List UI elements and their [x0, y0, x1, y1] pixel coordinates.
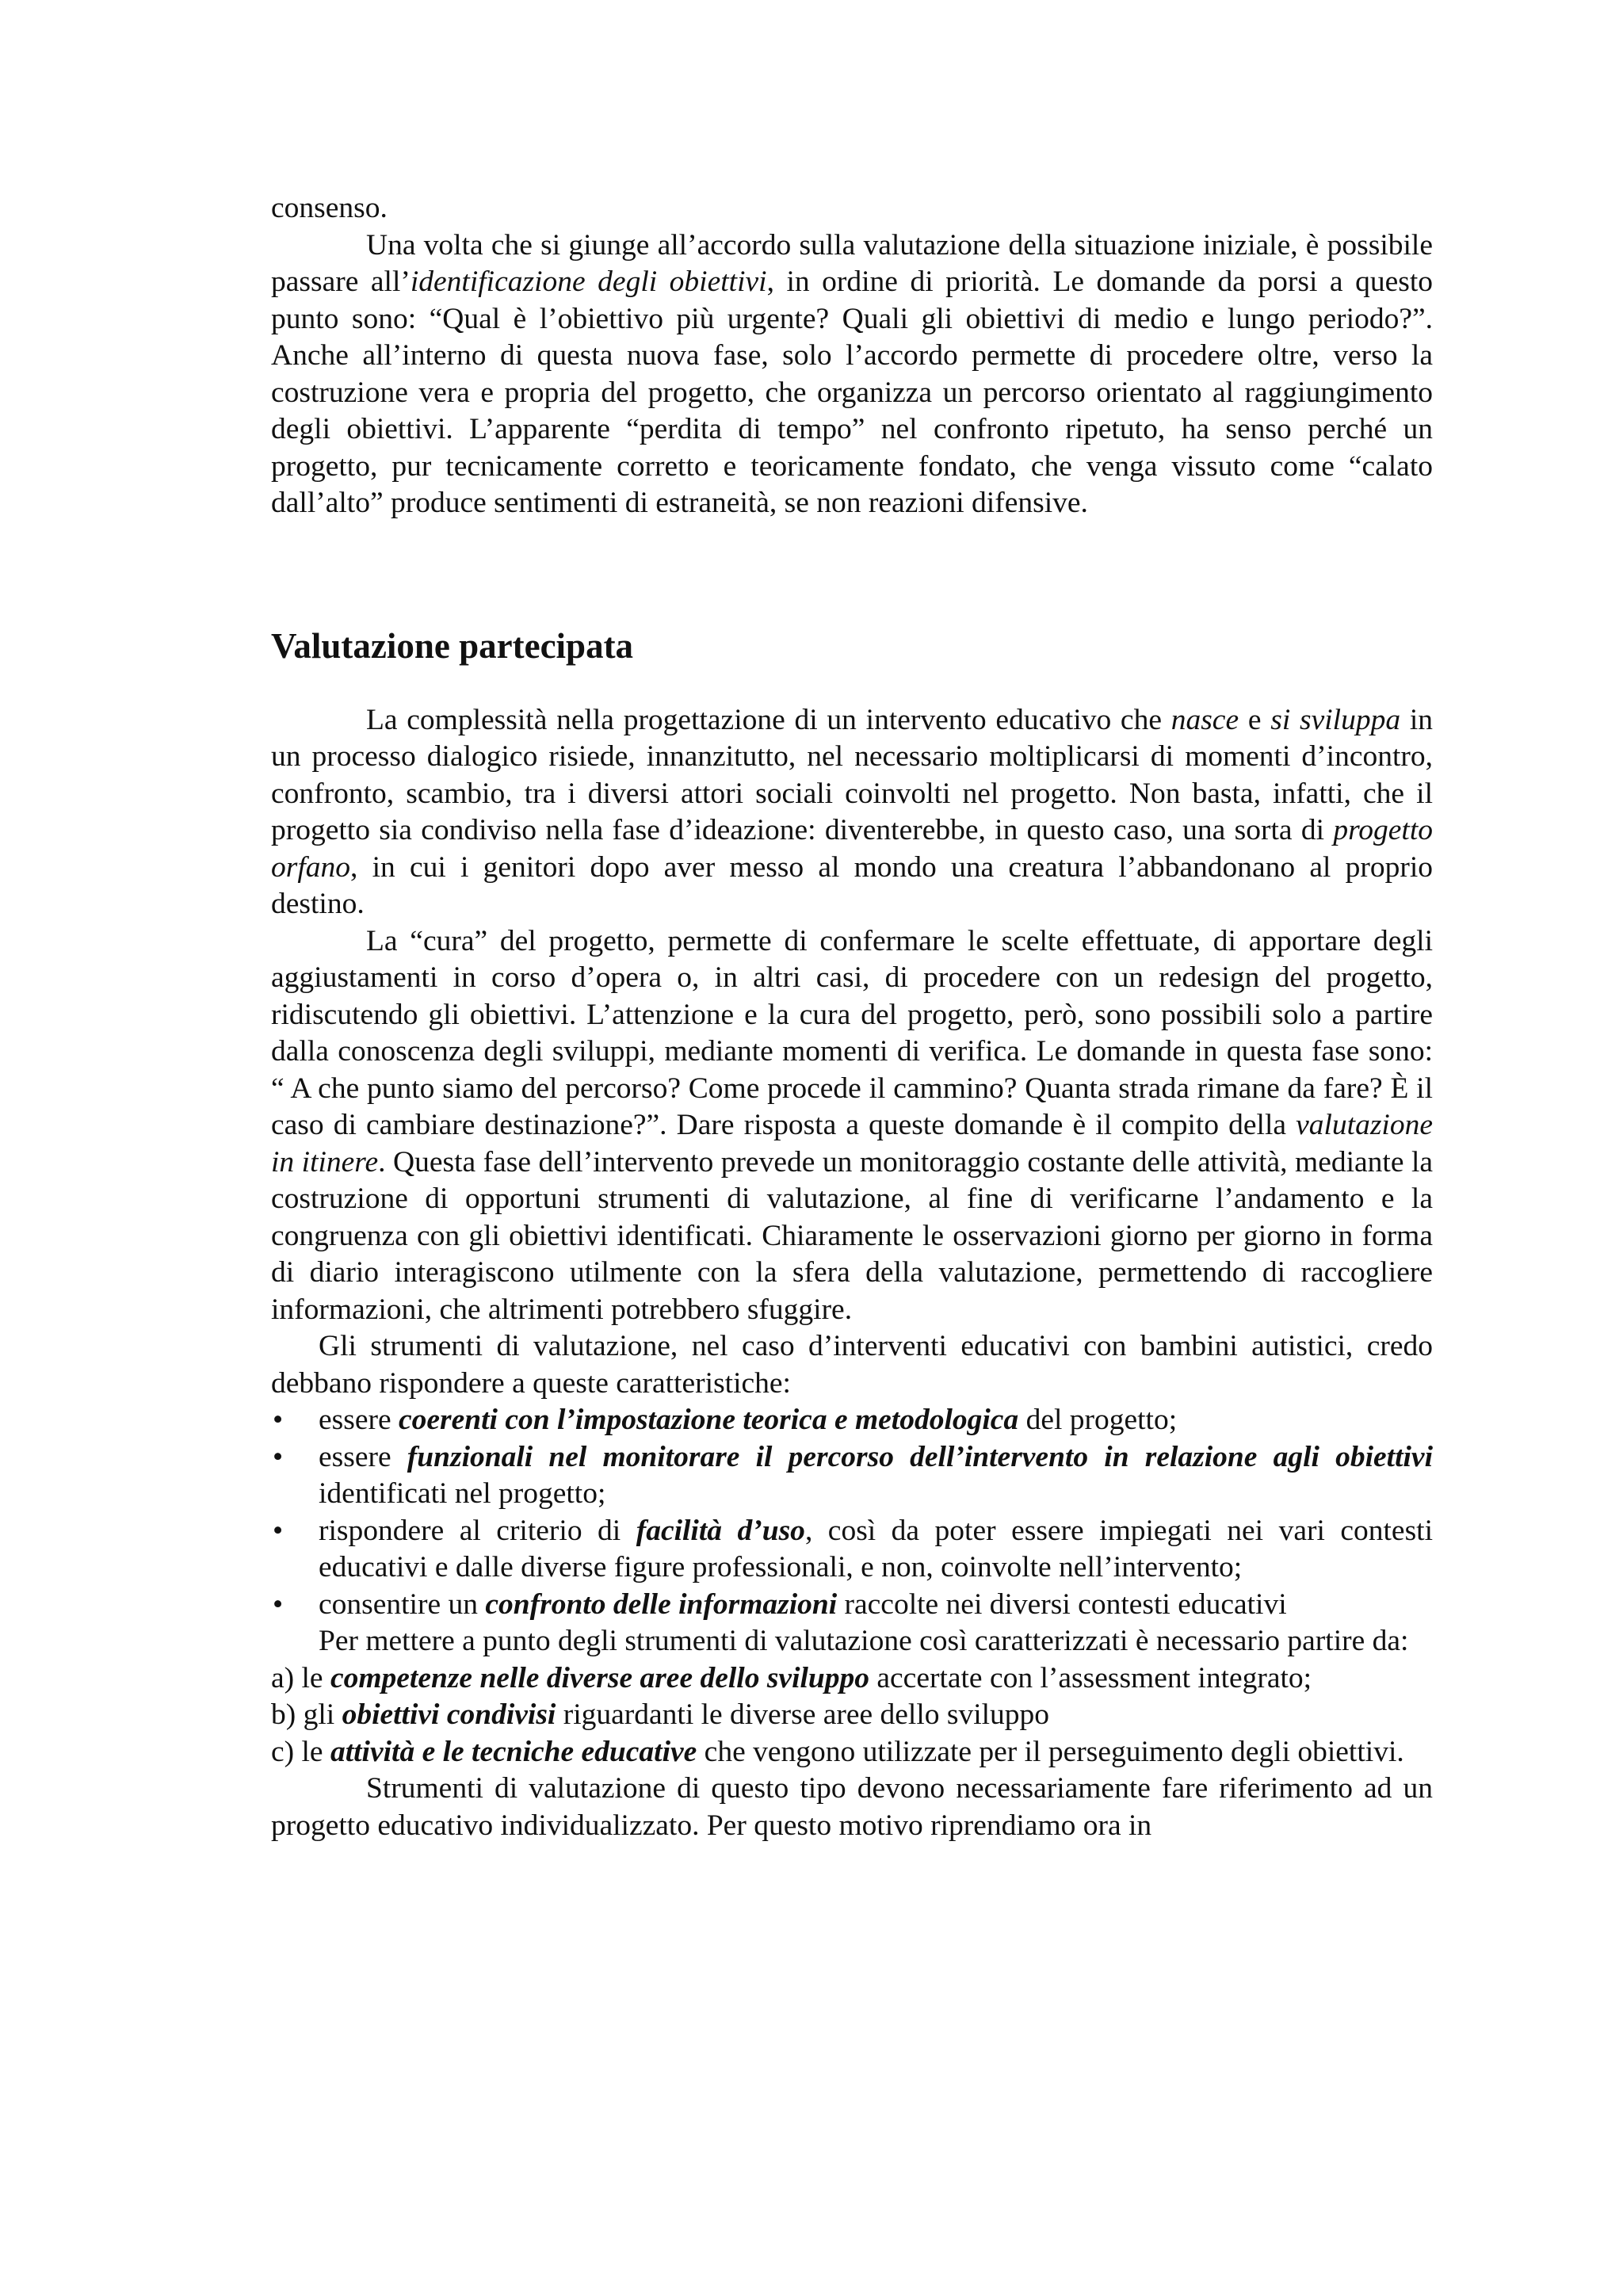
section-heading: Valutazione partecipata	[271, 625, 634, 666]
list-b: b) gli obiettivi condivisi riguardanti le diverse aree dello sviluppo	[271, 1698, 1050, 1731]
paragraph-complexity: La complessità nella progettazione di un intervento educativo che nasce e si sviluppa in un processo dialogico risiede, innanzitutto, nel necessario moltiplicarsi di momenti d’incontro, confronto, scambio, tra i diversi attori sociali coinvolti nel progetto. Non basta, infatti, che il progetto sia condiviso nella fase d’ideazione: diventerebbe, in questo caso, una sorta di progetto orfano, in cui i genitori dopo aver messo al mondo una creatura l’abbandonano al proprio destino.	[271, 703, 1433, 920]
document-page	[271, 190, 1433, 1844]
paragraph-objectives: Una volta che si giunge all’accordo sulla valutazione della situazione iniziale, è possibile passare all’identificazione degli obiettivi, in ordine di priorità. Le domande da porsi a questo punto sono: “Qual è l’obiettivo più urgente? Quali gli obiettivi di medio e lungo periodo?”. Anche all’interno di questa nuova fase, solo l’accordo permette di procedere oltre, verso la costruzione vera e propria del progetto, che organizza un percorso orientato al raggiungimento degli obiettivi. L’apparente “perdita di tempo” nel confronto ripetuto, ha senso perché un progetto, pur tecnicamente corretto e teoricamente fondato, che venga vissuto come “calato dall’alto” produce sentimenti di estraneità, se non reazioni difensive.	[271, 228, 1434, 519]
list-item: • rispondere al criterio di facilità d’uso, così da poter essere impiegati nei vari contesti educativi e dalle diverse figure professionali, e non, coinvolte nell’intervento;	[273, 1514, 1434, 1584]
bullet-icon: •	[273, 1587, 284, 1621]
bullet-icon: •	[273, 1440, 284, 1473]
bullet-icon: •	[273, 1514, 284, 1547]
characteristics-list	[271, 1402, 1433, 1623]
paragraph-closing: Strumenti di valutazione di questo tipo devono necessariamente fare riferimento ad un progetto educativo individualizzato. Per questo motivo riprendiamo ora in	[271, 1772, 1433, 1842]
list-c: c) le attività e le tecniche educative che vengono utilizzate per il perseguimento degli obiettivi.	[271, 1735, 1404, 1768]
spacer	[271, 522, 1433, 624]
list-a: a) le competenze nelle diverse aree dello sviluppo accertate con l’assessment integrato;	[271, 1661, 1312, 1694]
paragraph-tools-intro: Gli strumenti di valutazione, nel caso d’interventi educativi con bambini autistici, credo debbano rispondere a queste caratteristiche:	[271, 1330, 1433, 1400]
paragraph-care: La “cura” del progetto, permette di confermare le scelte effettuate, di apportare degli aggiustamenti in corso d’opera o, in altri casi, di procedere con un redesign del progetto, ridiscutendo gli obiettivi. L’attenzione e la cura del progetto, però, sono possibili solo a partire dalla conoscenza degli sviluppi, mediante momenti di verifica. Le domande in questa fase sono: “ A che punto siamo del percorso? Come procede il cammino? Quanta strada rimane da fare? È il caso di cambiare destinazione?”. Dare risposta a queste domande è il compito della valutazione in itinere. Questa fase dell’intervento prevede un monitoraggio costante delle attività, mediante la costruzione di opportuni strumenti di valutazione, al fine di verificarne l’andamento e la congruenza con gli obiettivi identificati. Chiaramente le osservazioni giorno per giorno in forma di diario interagiscono utilmente con la sfera della valutazione, permettendo di raccogliere informazioni, che altrimenti potrebbero sfuggire.	[271, 924, 1434, 1326]
list-item: • essere coerenti con l’impostazione teorica e metodologica del progetto;	[271, 1402, 1433, 1439]
continued-text: consenso.	[271, 192, 388, 224]
spacer	[271, 668, 1433, 702]
bullet-icon: •	[273, 1404, 284, 1436]
list-item: • essere funzionali nel monitorare il percorso dell’intervento in relazione agli obiettivi identificati nel progetto;	[273, 1440, 1433, 1510]
paragraph-starting-points: Per mettere a punto degli strumenti di valutazione così caratterizzati è necessario partire da:	[319, 1625, 1409, 1657]
list-item: • consentire un confronto delle informazioni raccolte nei diversi contesti educativi	[271, 1587, 1433, 1624]
